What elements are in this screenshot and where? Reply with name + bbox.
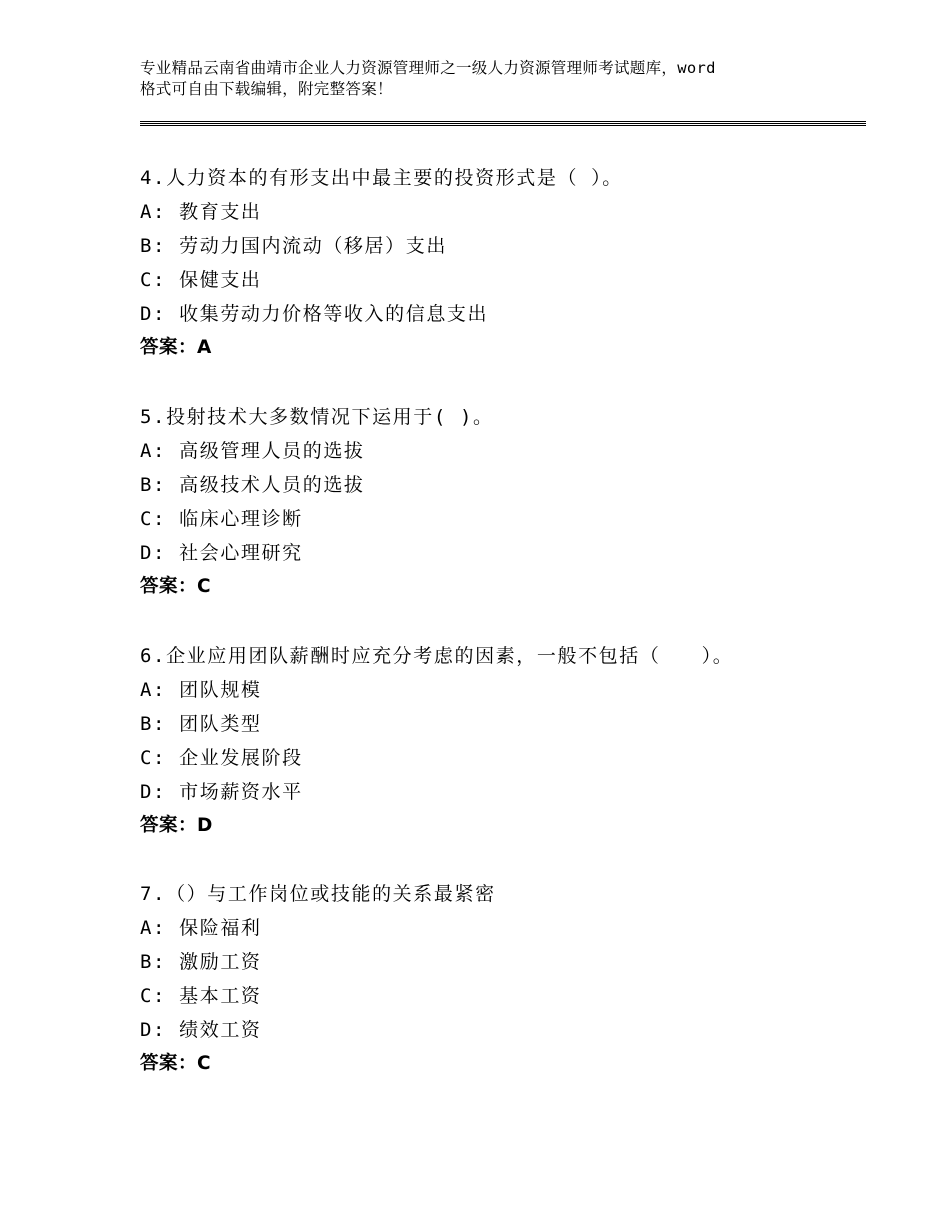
question-stem: 7.（）与工作岗位或技能的关系最紧密 (140, 883, 496, 905)
question-7 (140, 877, 860, 1081)
question-6 (140, 639, 860, 843)
option-b: B: 激励工资 (140, 951, 262, 973)
option-d: D: 市场薪资水平 (140, 781, 303, 803)
option-c: C: 临床心理诊断 (140, 508, 303, 530)
question-stem: 4.人力资本的有形支出中最主要的投资形式是（ ）。 (140, 167, 623, 189)
answer: 答案：A (140, 337, 212, 358)
option-a: A: 团队规模 (140, 679, 262, 701)
document-header (140, 58, 840, 100)
option-d: D: 收集劳动力价格等收入的信息支出 (140, 303, 489, 325)
option-b: B: 劳动力国内流动（移居）支出 (140, 235, 447, 257)
answer: 答案：D (140, 815, 213, 836)
option-b: B: 高级技术人员的选拔 (140, 474, 365, 496)
question-5 (140, 400, 860, 604)
header-title-line-1: 专业精品云南省曲靖市企业人力资源管理师之一级人力资源管理师考试题库，word (140, 59, 716, 77)
header-divider (140, 121, 866, 126)
option-d: D: 社会心理研究 (140, 542, 303, 564)
option-a: A: 高级管理人员的选拔 (140, 440, 365, 462)
question-4 (140, 161, 860, 365)
answer: 答案：C (140, 1053, 212, 1074)
question-stem: 5.投射技术大多数情况下运用于( )。 (140, 406, 494, 428)
option-c: C: 保健支出 (140, 269, 262, 291)
question-stem: 6.企业应用团队薪酬时应充分考虑的因素，一般不包括（ ）。 (140, 645, 734, 667)
header-title-line-2: 格式可自由下载编辑，附完整答案！ (140, 80, 393, 98)
option-c: C: 基本工资 (140, 985, 262, 1007)
option-c: C: 企业发展阶段 (140, 747, 303, 769)
option-b: B: 团队类型 (140, 713, 262, 735)
answer: 答案：C (140, 576, 212, 597)
option-a: A: 保险福利 (140, 917, 262, 939)
option-a: A: 教育支出 (140, 201, 262, 223)
option-d: D: 绩效工资 (140, 1019, 262, 1041)
